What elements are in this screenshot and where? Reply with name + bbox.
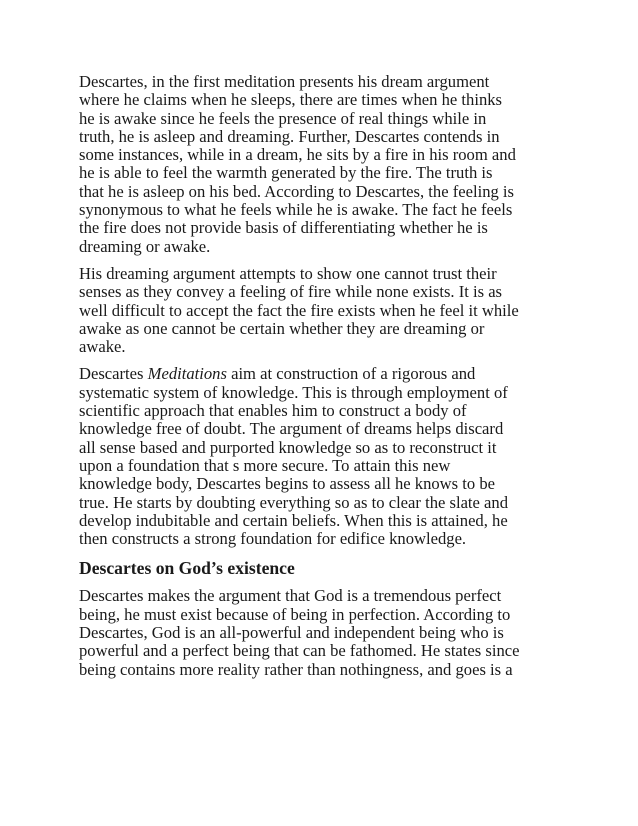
text-line: Descartes, God is an all-powerful and independent being who is	[79, 623, 504, 643]
text-segment: aim at construction of a rigorous and	[226, 364, 476, 384]
section-heading: Descartes on God’s existence	[79, 558, 295, 579]
text-line: where he claims when he sleeps, there are times when he thinks	[79, 90, 502, 110]
text-line: knowledge free of doubt. The argument of dreams helps discard	[79, 419, 504, 439]
text-line: he is awake since he feels the presence of real things while in	[79, 108, 487, 128]
text-segment: Descartes	[79, 364, 148, 384]
text-line: systematic system of knowledge. This is through employment of	[79, 382, 508, 402]
text-line: true. He starts by doubting everything so as to clear the slate and	[79, 492, 509, 512]
text-line: His dreaming argument attempts to show one cannot trust their	[79, 263, 497, 283]
text-line: well difficult to accept the fact the fire exists when he feel it while	[79, 300, 519, 320]
text-line	[79, 365, 569, 383]
text-line: Descartes, in the first meditation presents his dream argument	[79, 72, 490, 91]
text-line: some instances, while in a dream, he sits by a fire in his room and	[79, 145, 516, 165]
text-line: develop indubitable and certain beliefs. When this is attained, he	[79, 510, 508, 530]
text-line: synonymous to what he feels while he is awake. The fact he feels	[79, 200, 513, 220]
paragraph-meditations	[79, 365, 569, 548]
text-line: upon a foundation that s more secure. To attain this new	[79, 455, 451, 475]
text-line: all sense based and purported knowledge so as to reconstruct it	[79, 437, 497, 457]
document-body	[79, 73, 569, 688]
text-line: Descartes makes the argument that God is a tremendous perfect	[79, 586, 502, 606]
text-line: that he is asleep on his bed. According to Descartes, the feeling is	[79, 181, 515, 201]
text-line: awake.	[79, 337, 126, 357]
text-line: being, he must exist because of being in perfection. According to	[79, 604, 511, 624]
text-line: then constructs a strong foundation for edifice knowledge.	[79, 529, 467, 549]
text-line: knowledge body, Descartes begins to assess all he knows to be	[79, 474, 495, 494]
text-line: truth, he is asleep and dreaming. Further, Descartes contends in	[79, 126, 500, 146]
text-line: he is able to feel the warmth generated by the fire. The truth is	[79, 163, 493, 183]
text-line: awake as one cannot be certain whether they are dreaming or	[79, 318, 485, 338]
text-line: dreaming or awake.	[79, 236, 211, 256]
italic-title: Meditations	[147, 364, 227, 384]
paragraph-dream-argument	[79, 73, 569, 256]
text-line: powerful and a perfect being that can be fathomed. He states since	[79, 641, 520, 661]
text-line: being contains more reality rather than nothingness, and goes is a	[79, 659, 513, 679]
paragraph-senses	[79, 265, 569, 356]
text-line: the fire does not provide basis of differentiating whether he is	[79, 218, 488, 238]
text-line: senses as they convey a feeling of fire while none exists. It is as	[79, 282, 503, 302]
text-line: scientific approach that enables him to construct a body of	[79, 401, 467, 421]
paragraph-gods-existence	[79, 587, 569, 678]
